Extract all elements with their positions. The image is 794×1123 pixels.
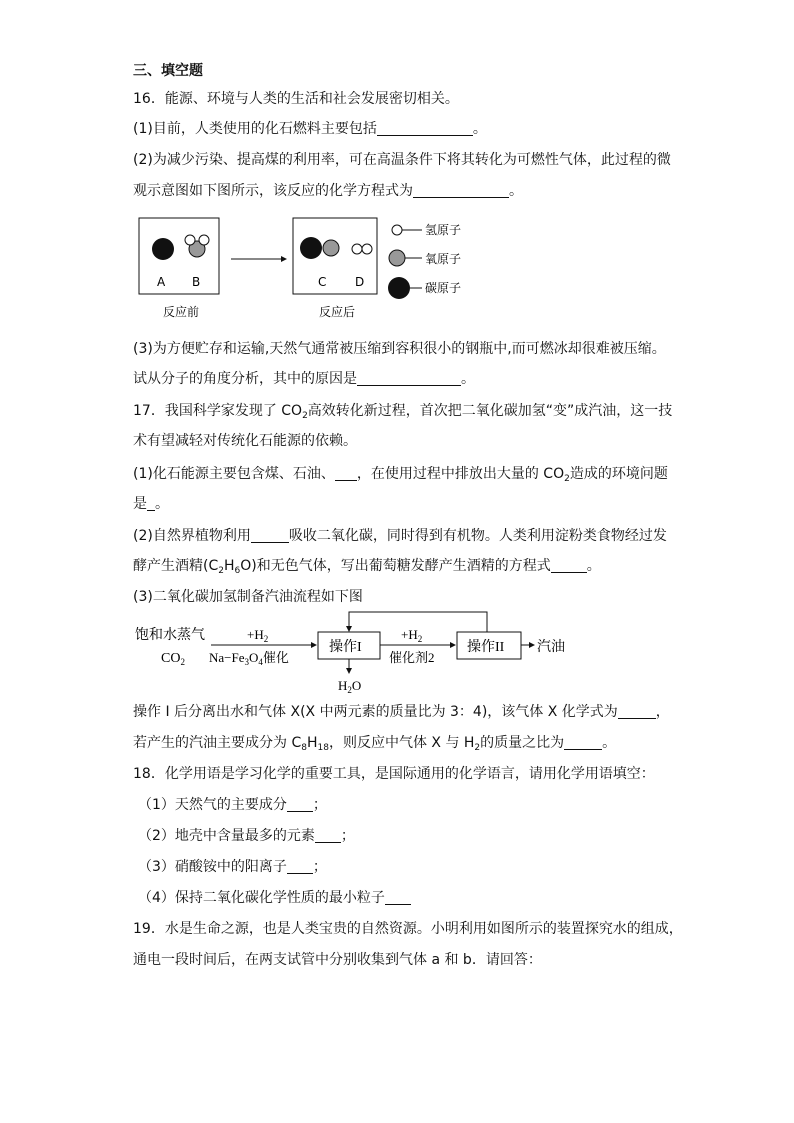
hydrogen-atom	[199, 235, 209, 245]
input-steam: 饱和水蒸气	[135, 628, 205, 643]
hydrogen-atom	[352, 244, 362, 254]
carbon-atom	[152, 238, 174, 260]
arrow2-catalyst: 催化剂2	[389, 650, 435, 665]
q17-part4-line1: 操作 I 后分离出水和气体 X(X 中两元素的质量比为 3：4)，该气体 X 化学式为 ，	[133, 704, 670, 720]
hydrogen-atom	[362, 244, 372, 254]
legend-carbon-icon	[388, 277, 410, 299]
arrow-head	[529, 642, 535, 648]
legend-oxygen-icon	[389, 250, 405, 266]
answer-blank[interactable]	[413, 183, 509, 198]
caption-after: 反应后	[319, 305, 356, 319]
oxygen-atom	[323, 240, 339, 256]
legend-hydrogen-icon	[392, 225, 402, 235]
arrow-head	[281, 256, 287, 262]
co2-to-gasoline-flow	[133, 606, 583, 694]
arrow-head	[450, 642, 456, 648]
legend-carbon: 碳原子	[425, 281, 462, 295]
before-box	[139, 218, 219, 294]
section-title: 三、填空题	[133, 63, 203, 79]
q19-line2: 通电一段时间后，在两支试管中分别收集到气体 a 和 b．请回答：	[133, 952, 542, 968]
answer-blank[interactable]	[251, 528, 289, 543]
q16-part1: (1)目前，人类使用的化石燃料主要包括 。	[133, 121, 487, 137]
q17-part1-line2: 是 。	[133, 496, 169, 512]
input-co2: $CO_2$	[161, 651, 185, 667]
answer-blank[interactable]	[564, 735, 602, 750]
q18-item-2: （2）地壳中含量最多的元素 ；	[138, 828, 355, 844]
arrow-head	[346, 668, 352, 674]
carbon-atom	[300, 237, 322, 259]
output-gasoline: 汽油	[537, 640, 565, 655]
answer-blank[interactable]	[147, 496, 155, 511]
q17-part2-line2: 酵产生酒精$(C_2H_6O)$和无色气体，写出葡萄糖发酵产生酒精的方程式 。	[133, 558, 601, 576]
operation-2-label: 操作II	[467, 640, 505, 655]
q17-part4-line2: 若产生的汽油主要成分为 $C_8H_{18}$，则反应中气体 X 与 $H_2$的质量之比为 。	[133, 735, 617, 753]
q16-part2-line2: 观示意图如下图所示，该反应的化学方程式为 。	[133, 183, 523, 199]
caption-before: 反应前	[163, 305, 200, 319]
answer-blank[interactable]	[357, 371, 461, 386]
reaction-micro-diagram	[135, 210, 475, 325]
label-a: A	[157, 275, 166, 289]
q18-item-1: （1）天然气的主要成分 ；	[138, 797, 327, 813]
answer-blank[interactable]	[618, 704, 656, 719]
answer-blank[interactable]	[315, 828, 341, 843]
q17-part2-line1: (2)自然界植物利用 吸收二氧化碳，同时得到有机物。人类利用淀粉类食物经过发	[133, 528, 667, 544]
q18-item-4: （4）保持二氧化碳化学性质的最小粒子	[138, 889, 411, 907]
q17-stem-line2: 术有望减轻对传统化石能源的依赖。	[133, 433, 357, 449]
q17-part3: (3)二氧化碳加氢制备汽油流程如下图	[133, 589, 363, 605]
q19-line1: 19．水是生命之源，也是人类宝贵的自然资源。小明利用如图所示的装置探究水的组成，	[133, 921, 683, 937]
recycle-loop	[349, 612, 487, 632]
answer-blank[interactable]	[287, 859, 313, 874]
arrow1-catalyst: $Na-Fe_3O_4$催化	[209, 650, 289, 667]
label-c: C	[318, 275, 327, 289]
q16-part3-line1: (3)为方便贮存和运输,天然气通常被压缩到容积很小的钢瓶中,而可燃冰却很难被压缩。	[133, 341, 666, 357]
arrow-head	[346, 626, 352, 632]
arrow2-reagent: $+H_2$	[401, 627, 423, 644]
answer-blank[interactable]	[287, 797, 313, 812]
q17-part1-line1: (1)化石能源主要包含煤、石油、 ，在使用过程中排放出大量的 $CO_2$造成的环境问题	[133, 466, 668, 484]
label-d: D	[355, 275, 365, 289]
q16-part2-line1: (2)为减少污染、提高煤的利用率，可在高温条件下将其转化为可燃性气体，此过程的微	[133, 152, 671, 168]
q16-part3-line2: 试从分子的角度分析，其中的原因是 。	[133, 371, 475, 387]
q16-stem: 16．能源、环境与人类的生活和社会发展密切相关。	[133, 91, 459, 107]
hydrogen-atom	[185, 235, 195, 245]
legend-oxygen: 氧原子	[425, 252, 462, 266]
arrow-head	[311, 642, 317, 648]
operation-1-label: 操作I	[329, 640, 362, 655]
q18-stem: 18．化学用语是学习化学的重要工具，是国际通用的化学语言，请用化学用语填空：	[133, 766, 655, 782]
answer-blank[interactable]	[551, 558, 587, 573]
q17-stem-line1: 17．我国科学家发现了 $CO_2$高效转化新过程，首次把二氧化碳加氢“变”成汽油，这一技	[133, 403, 673, 421]
label-b: B	[192, 275, 201, 289]
water-output: $H_2O$	[338, 678, 362, 694]
arrow1-reagent: $+H_2$	[247, 627, 269, 644]
answer-blank[interactable]	[335, 466, 357, 481]
answer-blank[interactable]	[377, 121, 473, 136]
answer-blank[interactable]	[385, 890, 411, 905]
q18-item-3: （3）硝酸铵中的阳离子 ；	[138, 859, 327, 875]
legend-hydrogen: 氢原子	[425, 223, 462, 237]
